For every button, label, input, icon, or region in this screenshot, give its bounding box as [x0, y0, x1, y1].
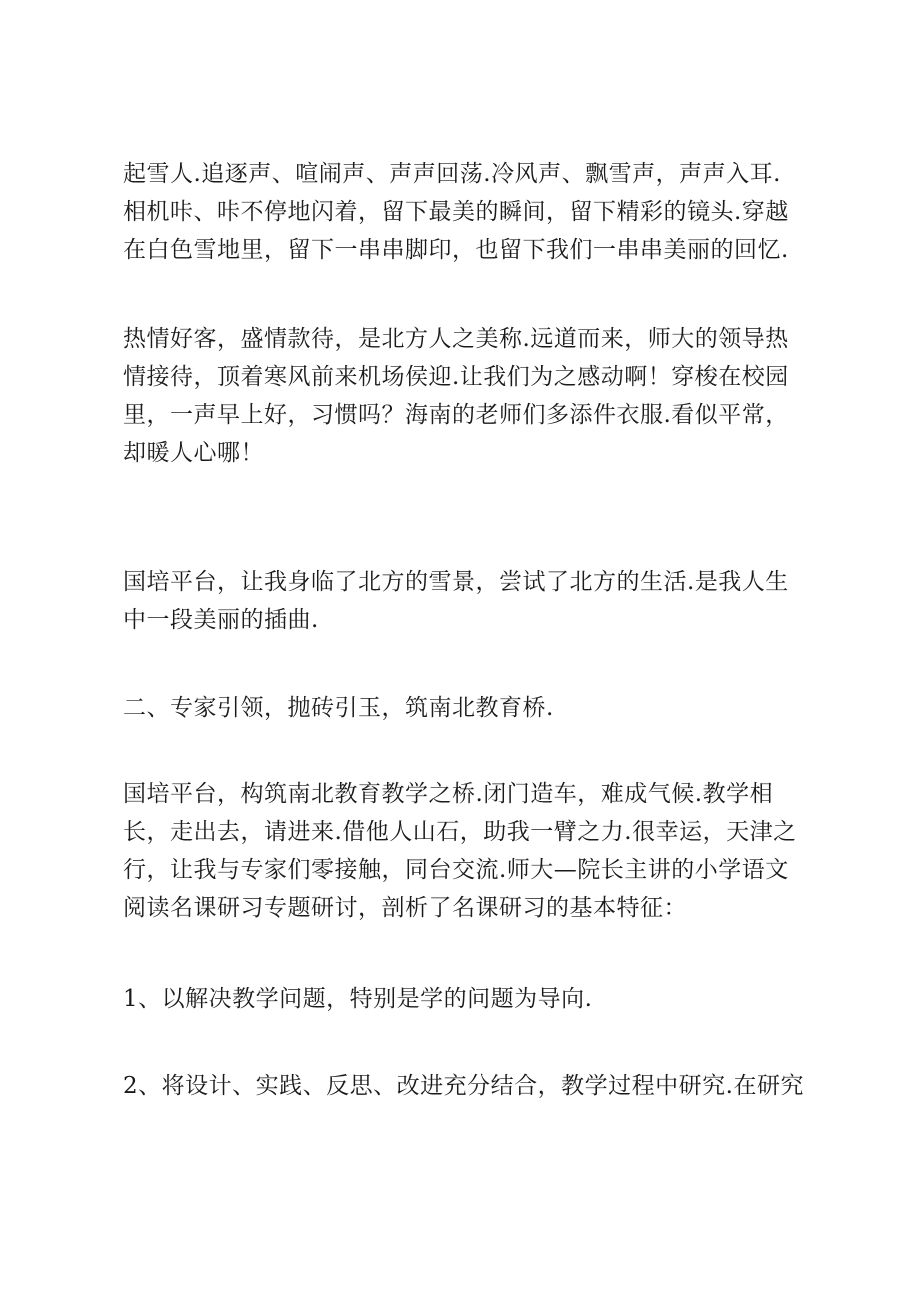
text-line: 长，走出去，请进来.借他人山石，助我一臂之力.很幸运，天津之 [123, 819, 797, 845]
list-line: 2、将设计、实践、反思、改进充分结合，教学过程中研究.在研究 [123, 1073, 804, 1099]
paragraph-hospitality [123, 320, 803, 472]
list-item-two [123, 1067, 803, 1105]
section-heading-two [123, 689, 803, 727]
text-line: 阅读名课研习专题研讨，剖析了名课研习的基本特征： [123, 895, 687, 921]
list-line: 1、以解决教学问题，特别是学的问题为导向. [123, 986, 593, 1012]
text-line: 国培平台，构筑南北教育教学之桥.闭门造车，难成气候.教学相 [123, 781, 774, 807]
paragraph-snow-play [123, 155, 803, 269]
text-line: 热情好客，盛情款待，是北方人之美称.远道而来，师大的领导热 [123, 326, 789, 352]
text-line: 相机咔、咔不停地闪着，留下最美的瞬间，留下精彩的镜头.穿越 [123, 199, 789, 225]
text-line: 里，一声早上好，习惯吗？海南的老师们多添件衣服.看似平常， [123, 402, 789, 428]
text-line: 国培平台，让我身临了北方的雪景，尝试了北方的生活.是我人生 [123, 569, 789, 595]
list-item-one [123, 980, 803, 1018]
text-line: 起雪人.追逐声、喧闹声、声声回荡.冷风声、飘雪声，声声入耳. [123, 161, 781, 187]
text-line: 在白色雪地里，留下一串串脚印，也留下我们一串串美丽的回忆. [123, 237, 789, 263]
text-line: 却暖人心哪！ [123, 440, 264, 466]
text-line: 情接待，顶着寒风前来机场侯迎.让我们为之感动啊！穿梭在校园 [123, 364, 789, 390]
paragraph-guopei-bridge [123, 775, 803, 927]
heading-line: 二、专家引领，抛砖引玉，筑南北教育桥. [123, 695, 554, 721]
text-line: 行，让我与专家们零接触，同台交流.师大—院长主讲的小学语文 [123, 857, 789, 883]
paragraph-guopei-north [123, 563, 803, 639]
text-line: 中一段美丽的插曲. [123, 607, 319, 633]
